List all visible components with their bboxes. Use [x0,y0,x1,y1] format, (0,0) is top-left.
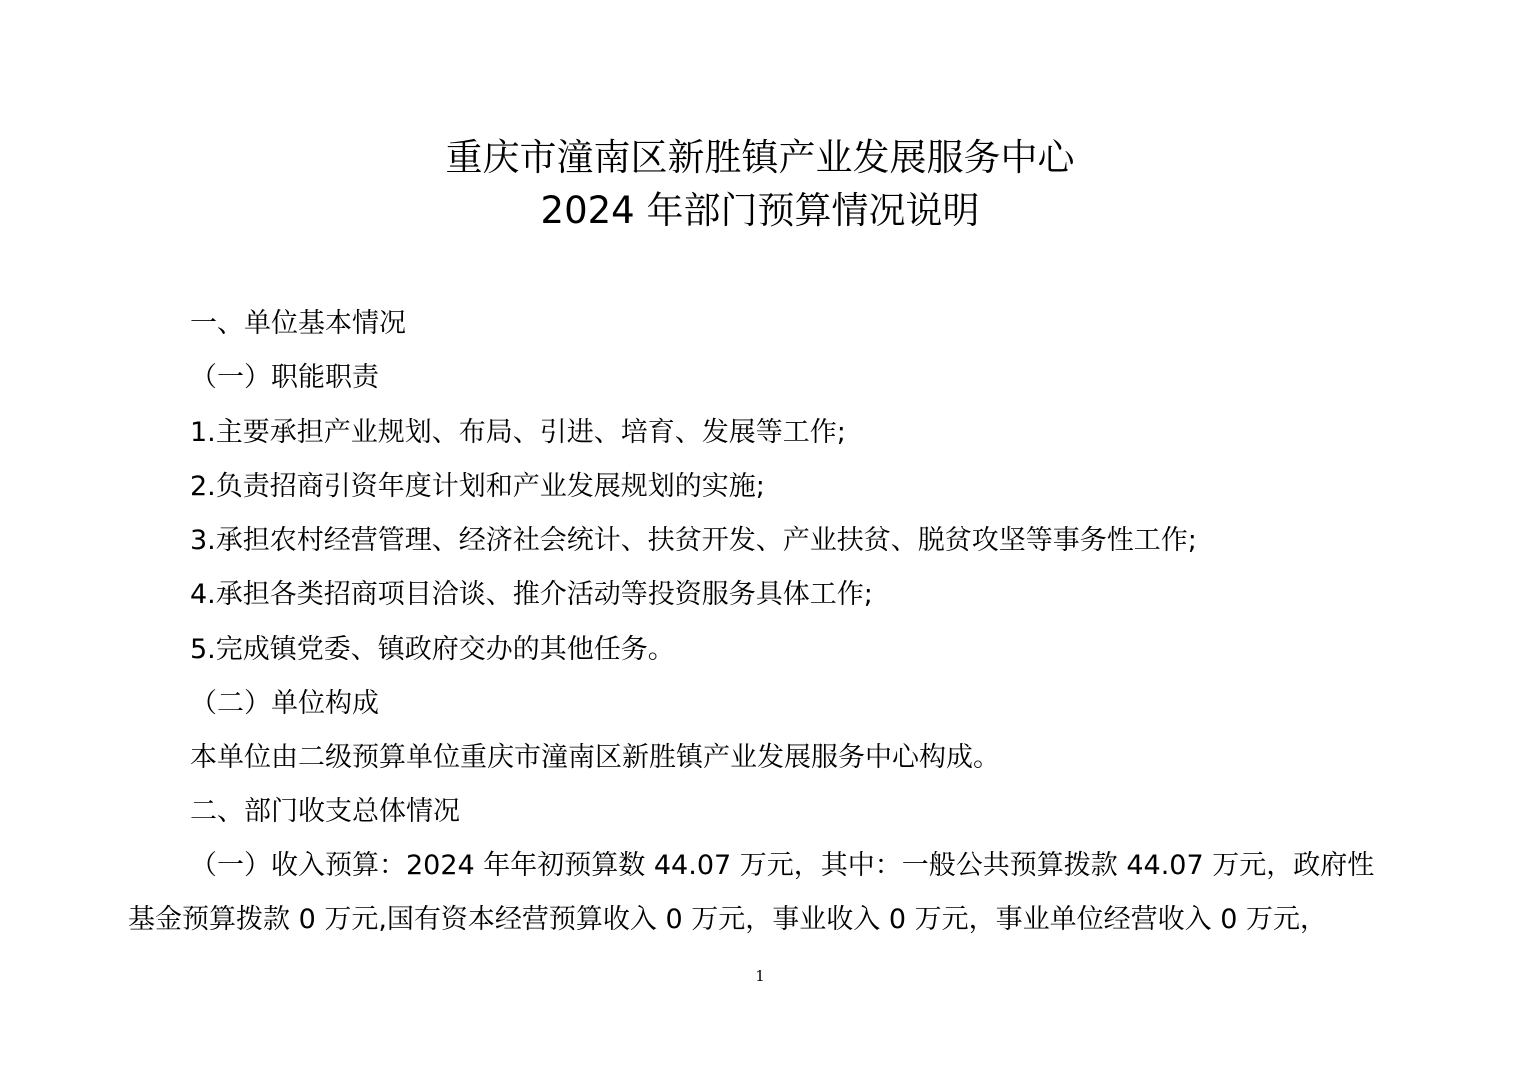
section-heading-unit-basics: 一、单位基本情况 [190,308,406,339]
duty-item-2: 2.负责招商引资年度计划和产业发展规划的实施; [190,471,765,502]
subsection-heading-composition: （二）单位构成 [190,688,379,719]
duty-item-4: 4.承担各类招商项目洽谈、推介活动等投资服务具体工作; [190,579,873,610]
duty-item-1: 1.主要承担产业规划、布局、引进、培育、发展等工作; [190,417,846,448]
section-heading-budget-overview: 二、部门收支总体情况 [190,796,460,827]
duty-item-3: 3.承担农村经营管理、经济社会统计、扶贫开发、产业扶贫、脱贫攻坚等事务性工作; [190,525,1197,556]
page-number: 1 [755,967,765,985]
document-title-line-2: 2024 年部门预算情况说明 [540,189,980,232]
income-budget-paragraph-line-1: （一）收入预算：2024 年年初预算数 44.07 万元，其中：一般公共预算拨款 44.07 万元，政府性 [190,850,1375,881]
subsection-heading-duties: （一）职能职责 [190,362,379,393]
duty-item-5: 5.完成镇党委、镇政府交办的其他任务。 [190,634,675,665]
composition-text: 本单位由二级预算单位重庆市潼南区新胜镇产业发展服务中心构成。 [190,742,1000,773]
income-budget-paragraph-line-2: 基金预算拨款 0 万元,国有资本经营预算收入 0 万元，事业收入 0 万元，事业单位经营收入 0 万元， [128,904,1327,935]
document-title-line-1: 重庆市潼南区新胜镇产业发展服务中心 [445,136,1075,179]
